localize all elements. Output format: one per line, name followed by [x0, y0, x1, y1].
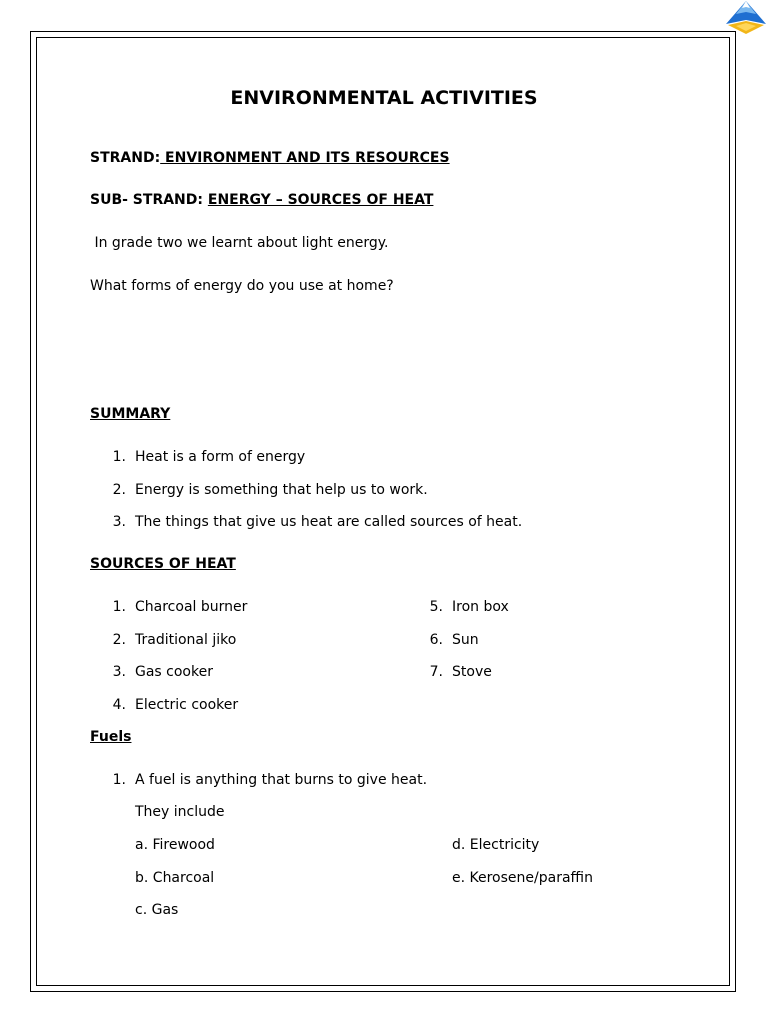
list-text: A fuel is anything that burns to give heat.	[135, 772, 428, 788]
fuel-item: a. Firewood	[135, 837, 215, 853]
list-text: Energy is something that help us to work.	[135, 482, 428, 498]
fuel-item: e. Kerosene/paraffin	[452, 870, 593, 886]
list-text: Stove	[452, 664, 492, 680]
fuels-heading: Fuels	[90, 729, 132, 745]
list-text: Traditional jiko	[135, 632, 237, 648]
list-number: 7.	[429, 664, 443, 680]
list-number: 6.	[429, 632, 443, 648]
list-text: Charcoal burner	[135, 599, 248, 615]
list-item	[421, 631, 479, 649]
strand-label: STRAND:	[90, 150, 161, 166]
list-item	[104, 663, 213, 681]
list-number: 3.	[112, 514, 126, 530]
list-number: 5.	[429, 599, 443, 615]
sources-heading: SOURCES OF HEAT	[90, 556, 236, 572]
list-number: 2.	[112, 482, 126, 498]
list-item	[421, 598, 509, 616]
list-item	[104, 631, 236, 649]
fuel-item: c. Gas	[135, 902, 179, 918]
list-item	[421, 663, 492, 681]
list-item	[104, 481, 428, 499]
strand-value: ENVIRONMENT AND ITS RESOURCES	[160, 150, 450, 166]
list-text: Electric cooker	[135, 697, 239, 713]
list-text: Sun	[452, 632, 479, 648]
sub-strand-value: ENERGY – SOURCES OF HEAT	[207, 192, 434, 208]
list-number: 1.	[112, 772, 126, 788]
list-item	[104, 513, 522, 531]
list-number: 4.	[112, 697, 126, 713]
list-item	[104, 696, 238, 714]
sub-strand-label: SUB- STRAND:	[90, 192, 208, 208]
list-item	[104, 771, 427, 789]
list-number: 1.	[112, 449, 126, 465]
list-text: The things that give us heat are called sources of heat.	[135, 514, 523, 530]
list-text: Iron box	[452, 599, 509, 615]
list-number: 2.	[112, 632, 126, 648]
fuel-item: d. Electricity	[452, 837, 540, 853]
intro-line-1: In grade two we learnt about light energy.	[90, 235, 389, 251]
list-text: Gas cooker	[135, 664, 213, 680]
summary-heading: SUMMARY	[90, 406, 171, 422]
list-item	[104, 448, 305, 466]
list-item	[104, 598, 247, 616]
strand-line	[90, 149, 450, 167]
fuels-include-label: They include	[135, 804, 225, 820]
intro-line-2: What forms of energy do you use at home?	[90, 278, 394, 294]
list-number: 3.	[112, 664, 126, 680]
fuel-item: b. Charcoal	[135, 870, 215, 886]
page-title: ENVIRONMENTAL ACTIVITIES	[230, 87, 538, 109]
sub-strand-line	[90, 191, 433, 209]
list-number: 1.	[112, 599, 126, 615]
list-text: Heat is a form of energy	[135, 449, 306, 465]
